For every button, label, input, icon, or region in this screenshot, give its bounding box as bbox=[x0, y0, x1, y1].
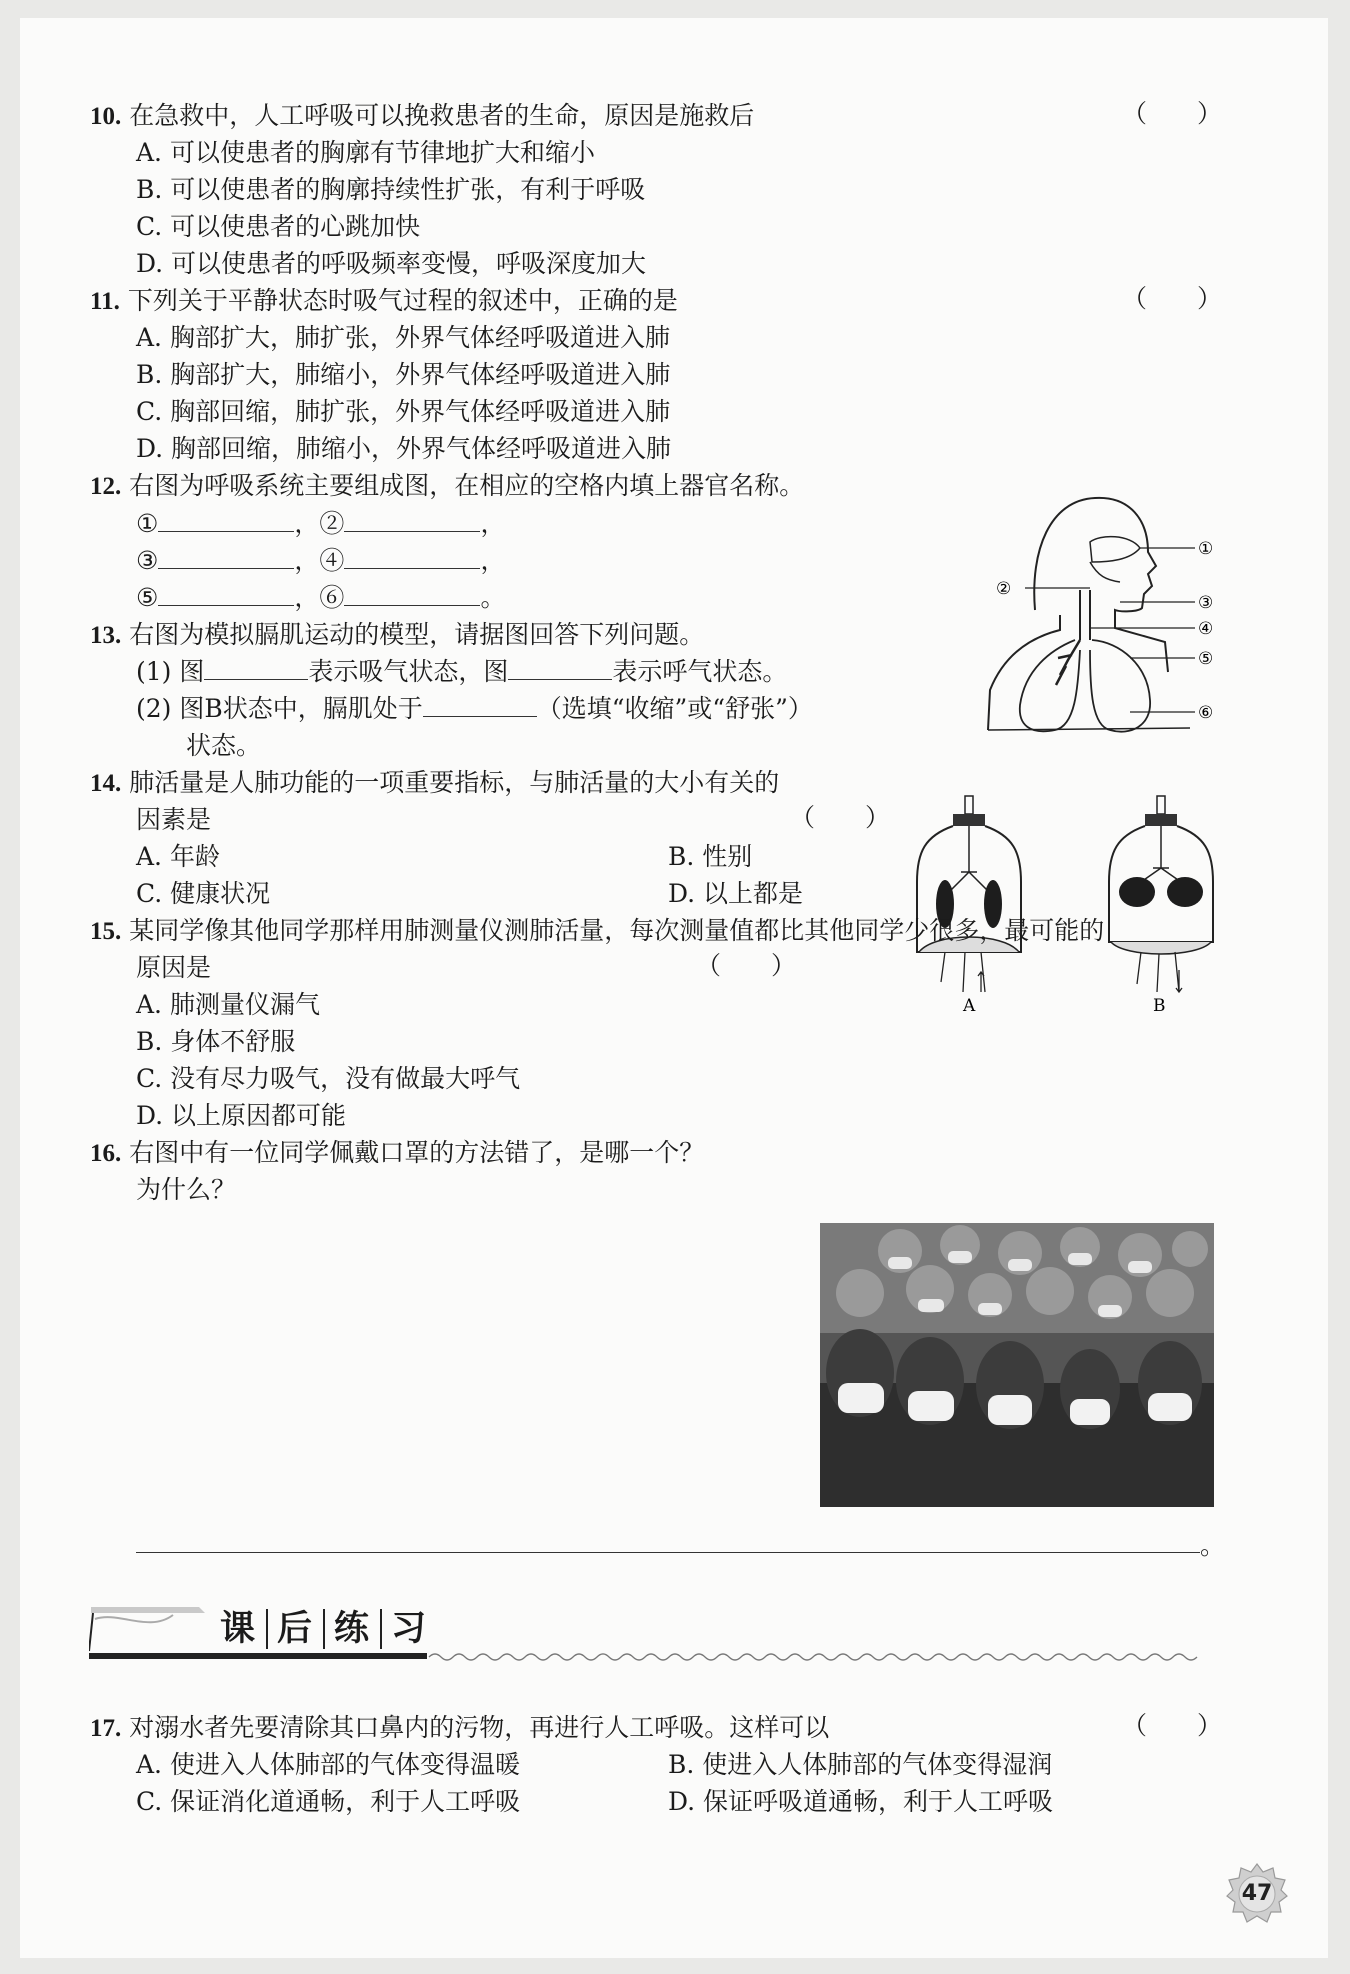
q12-blank-6[interactable] bbox=[344, 583, 480, 606]
q16-answer-line[interactable] bbox=[136, 1552, 1200, 1553]
q15-stem-line2: 原因是 bbox=[136, 953, 212, 982]
q12-stem bbox=[90, 470, 804, 503]
q13-sub2-a: (2) 图B状态中，膈肌处于 bbox=[136, 694, 423, 723]
q13-sub2 bbox=[136, 693, 813, 725]
q15-option-a[interactable]: A. 肺测量仪漏气 bbox=[136, 990, 320, 1019]
q13-sub2-b: （选填“收缩”或“舒张”） bbox=[536, 694, 813, 723]
q15-stem-text: 某同学像其他同学那样用肺测量仪测肺活量，每次测量值都比其他同学少很多，最可能的 bbox=[129, 916, 1105, 945]
q14-number: 14. bbox=[90, 770, 122, 797]
diagram-label-2: ② bbox=[996, 579, 1012, 599]
section-char-1: 课 bbox=[211, 1609, 268, 1649]
q15-number: 15. bbox=[90, 918, 122, 945]
q10-number: 10. bbox=[90, 103, 122, 130]
q13-blank-diaphragm[interactable] bbox=[423, 694, 537, 717]
q15-option-b[interactable]: B. 身体不舒服 bbox=[136, 1027, 296, 1056]
masked-students-photo bbox=[820, 1223, 1214, 1507]
q12-blank-row-2 bbox=[136, 545, 505, 577]
q15-option-c[interactable]: C. 没有尽力吸气，没有做最大呼气 bbox=[136, 1064, 521, 1093]
model-label-a: A bbox=[963, 996, 976, 1016]
q13-blank-exhale[interactable] bbox=[508, 657, 612, 680]
model-label-b: B bbox=[1153, 996, 1166, 1016]
diagram-label-4: ④ bbox=[1198, 619, 1214, 639]
diagram-label-5: ⑤ bbox=[1198, 649, 1214, 669]
q13-sub1-c: 表示呼气状态。 bbox=[612, 657, 788, 686]
q11-option-a[interactable]: A. 胸部扩大，肺扩张，外界气体经呼吸道进入肺 bbox=[136, 323, 670, 352]
q12-blank-1[interactable] bbox=[158, 509, 294, 532]
q10-option-a[interactable]: A. 可以使患者的胸廓有节律地扩大和缩小 bbox=[136, 138, 595, 167]
q13-stem bbox=[90, 619, 704, 652]
q13-number: 13. bbox=[90, 622, 122, 649]
q12-label-6: ，⑥ bbox=[294, 583, 345, 612]
q10-stem-text: 在急救中，人工呼吸可以挽救患者的生命，原因是施救后 bbox=[129, 101, 755, 130]
section-header bbox=[89, 1603, 1219, 1661]
q12-number: 12. bbox=[90, 473, 122, 500]
q13-blank-inhale[interactable] bbox=[204, 657, 308, 680]
q17-stem bbox=[90, 1712, 829, 1745]
q15-option-d[interactable]: D. 以上原因都可能 bbox=[136, 1101, 347, 1130]
bell-jar-b bbox=[1109, 796, 1213, 1016]
section-char-4: 习 bbox=[391, 1609, 429, 1649]
section-char-3: 练 bbox=[325, 1609, 382, 1649]
q14-answer-paren[interactable]: （ ） bbox=[790, 803, 891, 832]
q11-option-c[interactable]: C. 胸部回缩，肺扩张，外界气体经呼吸道进入肺 bbox=[136, 397, 671, 426]
q11-option-d[interactable]: D. 胸部回缩，肺缩小，外界气体经呼吸道进入肺 bbox=[136, 434, 672, 463]
q14-stem-text: 肺活量是人肺功能的一项重要指标，与肺活量的大小有关的 bbox=[129, 768, 780, 797]
q11-stem-text: 下列关于平静状态时吸气过程的叙述中，正确的是 bbox=[127, 286, 678, 315]
q13-sub1 bbox=[136, 656, 787, 688]
q13-stem-text: 右图为模拟膈肌运动的模型，请据图回答下列问题。 bbox=[129, 620, 705, 649]
q12-label-4: ，④ bbox=[294, 546, 345, 575]
q12-blank-row-3 bbox=[136, 582, 505, 614]
q12-label-2: ，② bbox=[294, 509, 345, 538]
q12-blank-5[interactable] bbox=[158, 583, 294, 606]
q10-option-d[interactable]: D. 可以使患者的呼吸频率变慢，呼吸深度加大 bbox=[136, 249, 647, 278]
page-number-badge bbox=[1225, 1862, 1289, 1926]
q16-number: 16. bbox=[90, 1140, 122, 1167]
q12-sep-1: ， bbox=[480, 509, 506, 538]
q12-blank-row-1 bbox=[136, 508, 505, 540]
q12-label-1: ① bbox=[136, 509, 159, 538]
q14-option-c[interactable]: C. 健康状况 bbox=[136, 879, 271, 908]
q17-option-c[interactable]: C. 保证消化道通畅，利于人工呼吸 bbox=[136, 1787, 521, 1816]
q11-stem bbox=[90, 285, 678, 318]
q17-option-b[interactable]: B. 使进入人体肺部的气体变得湿润 bbox=[668, 1750, 1053, 1779]
q10-stem bbox=[90, 100, 754, 133]
q14-option-a[interactable]: A. 年龄 bbox=[136, 842, 220, 871]
q17-answer-paren[interactable]: （ ） bbox=[1122, 1711, 1223, 1740]
q10-option-b[interactable]: B. 可以使患者的胸廓持续性扩张，有利于呼吸 bbox=[136, 175, 646, 204]
respiratory-system-diagram bbox=[980, 490, 1220, 750]
q16-stem bbox=[90, 1137, 704, 1170]
q12-sep-2: ， bbox=[480, 546, 506, 575]
q16-stem-text: 右图中有一位同学佩戴口罩的方法错了，是哪一个？ bbox=[129, 1138, 705, 1167]
q16-stem-line2: 为什么？ bbox=[136, 1175, 237, 1204]
q14-option-b[interactable]: B. 性别 bbox=[668, 842, 753, 871]
q17-stem-text: 对溺水者先要清除其口鼻内的污物，再进行人工呼吸。这样可以 bbox=[129, 1713, 830, 1742]
q11-number: 11. bbox=[90, 288, 120, 315]
page-number: 47 bbox=[1241, 1881, 1273, 1906]
q10-answer-paren[interactable]: （ ） bbox=[1122, 99, 1223, 128]
q15-answer-paren[interactable]: （ ） bbox=[696, 951, 797, 980]
q13-sub2-end: 状态。 bbox=[186, 731, 262, 760]
q12-stem-text: 右图为呼吸系统主要组成图，在相应的空格内填上器官名称。 bbox=[129, 471, 805, 500]
diagram-label-6: ⑥ bbox=[1198, 703, 1214, 723]
q12-sep-3: 。 bbox=[480, 583, 506, 612]
q13-sub1-b: 表示吸气状态，图 bbox=[308, 657, 509, 686]
q11-option-b[interactable]: B. 胸部扩大，肺缩小，外界气体经呼吸道进入肺 bbox=[136, 360, 671, 389]
q12-blank-4[interactable] bbox=[344, 546, 480, 569]
q10-option-c[interactable]: C. 可以使患者的心跳加快 bbox=[136, 212, 421, 241]
section-char-2: 后 bbox=[268, 1609, 325, 1649]
q12-blank-3[interactable] bbox=[158, 546, 294, 569]
q17-option-a[interactable]: A. 使进入人体肺部的气体变得温暖 bbox=[136, 1750, 520, 1779]
q12-blank-2[interactable] bbox=[344, 509, 480, 532]
q14-stem-line2: 因素是 bbox=[136, 805, 212, 834]
q14-option-d[interactable]: D. 以上都是 bbox=[668, 879, 804, 908]
q14-stem bbox=[90, 767, 779, 800]
q12-label-5: ⑤ bbox=[136, 583, 159, 612]
q15-stem bbox=[90, 915, 1104, 948]
q11-answer-paren[interactable]: （ ） bbox=[1122, 284, 1223, 313]
diagram-label-1: ① bbox=[1198, 539, 1214, 559]
diaphragm-model-diagram bbox=[905, 792, 1225, 1022]
q12-label-3: ③ bbox=[136, 546, 159, 575]
section-title bbox=[211, 1609, 437, 1649]
bell-jar-a bbox=[917, 796, 1021, 1016]
q17-option-d[interactable]: D. 保证呼吸道通畅，利于人工呼吸 bbox=[668, 1787, 1054, 1816]
q13-sub1-a: (1) 图 bbox=[136, 657, 205, 686]
q16-end-mark: 。 bbox=[1200, 1531, 1226, 1560]
q17-number: 17. bbox=[90, 1715, 122, 1742]
diagram-label-3: ③ bbox=[1198, 593, 1214, 613]
